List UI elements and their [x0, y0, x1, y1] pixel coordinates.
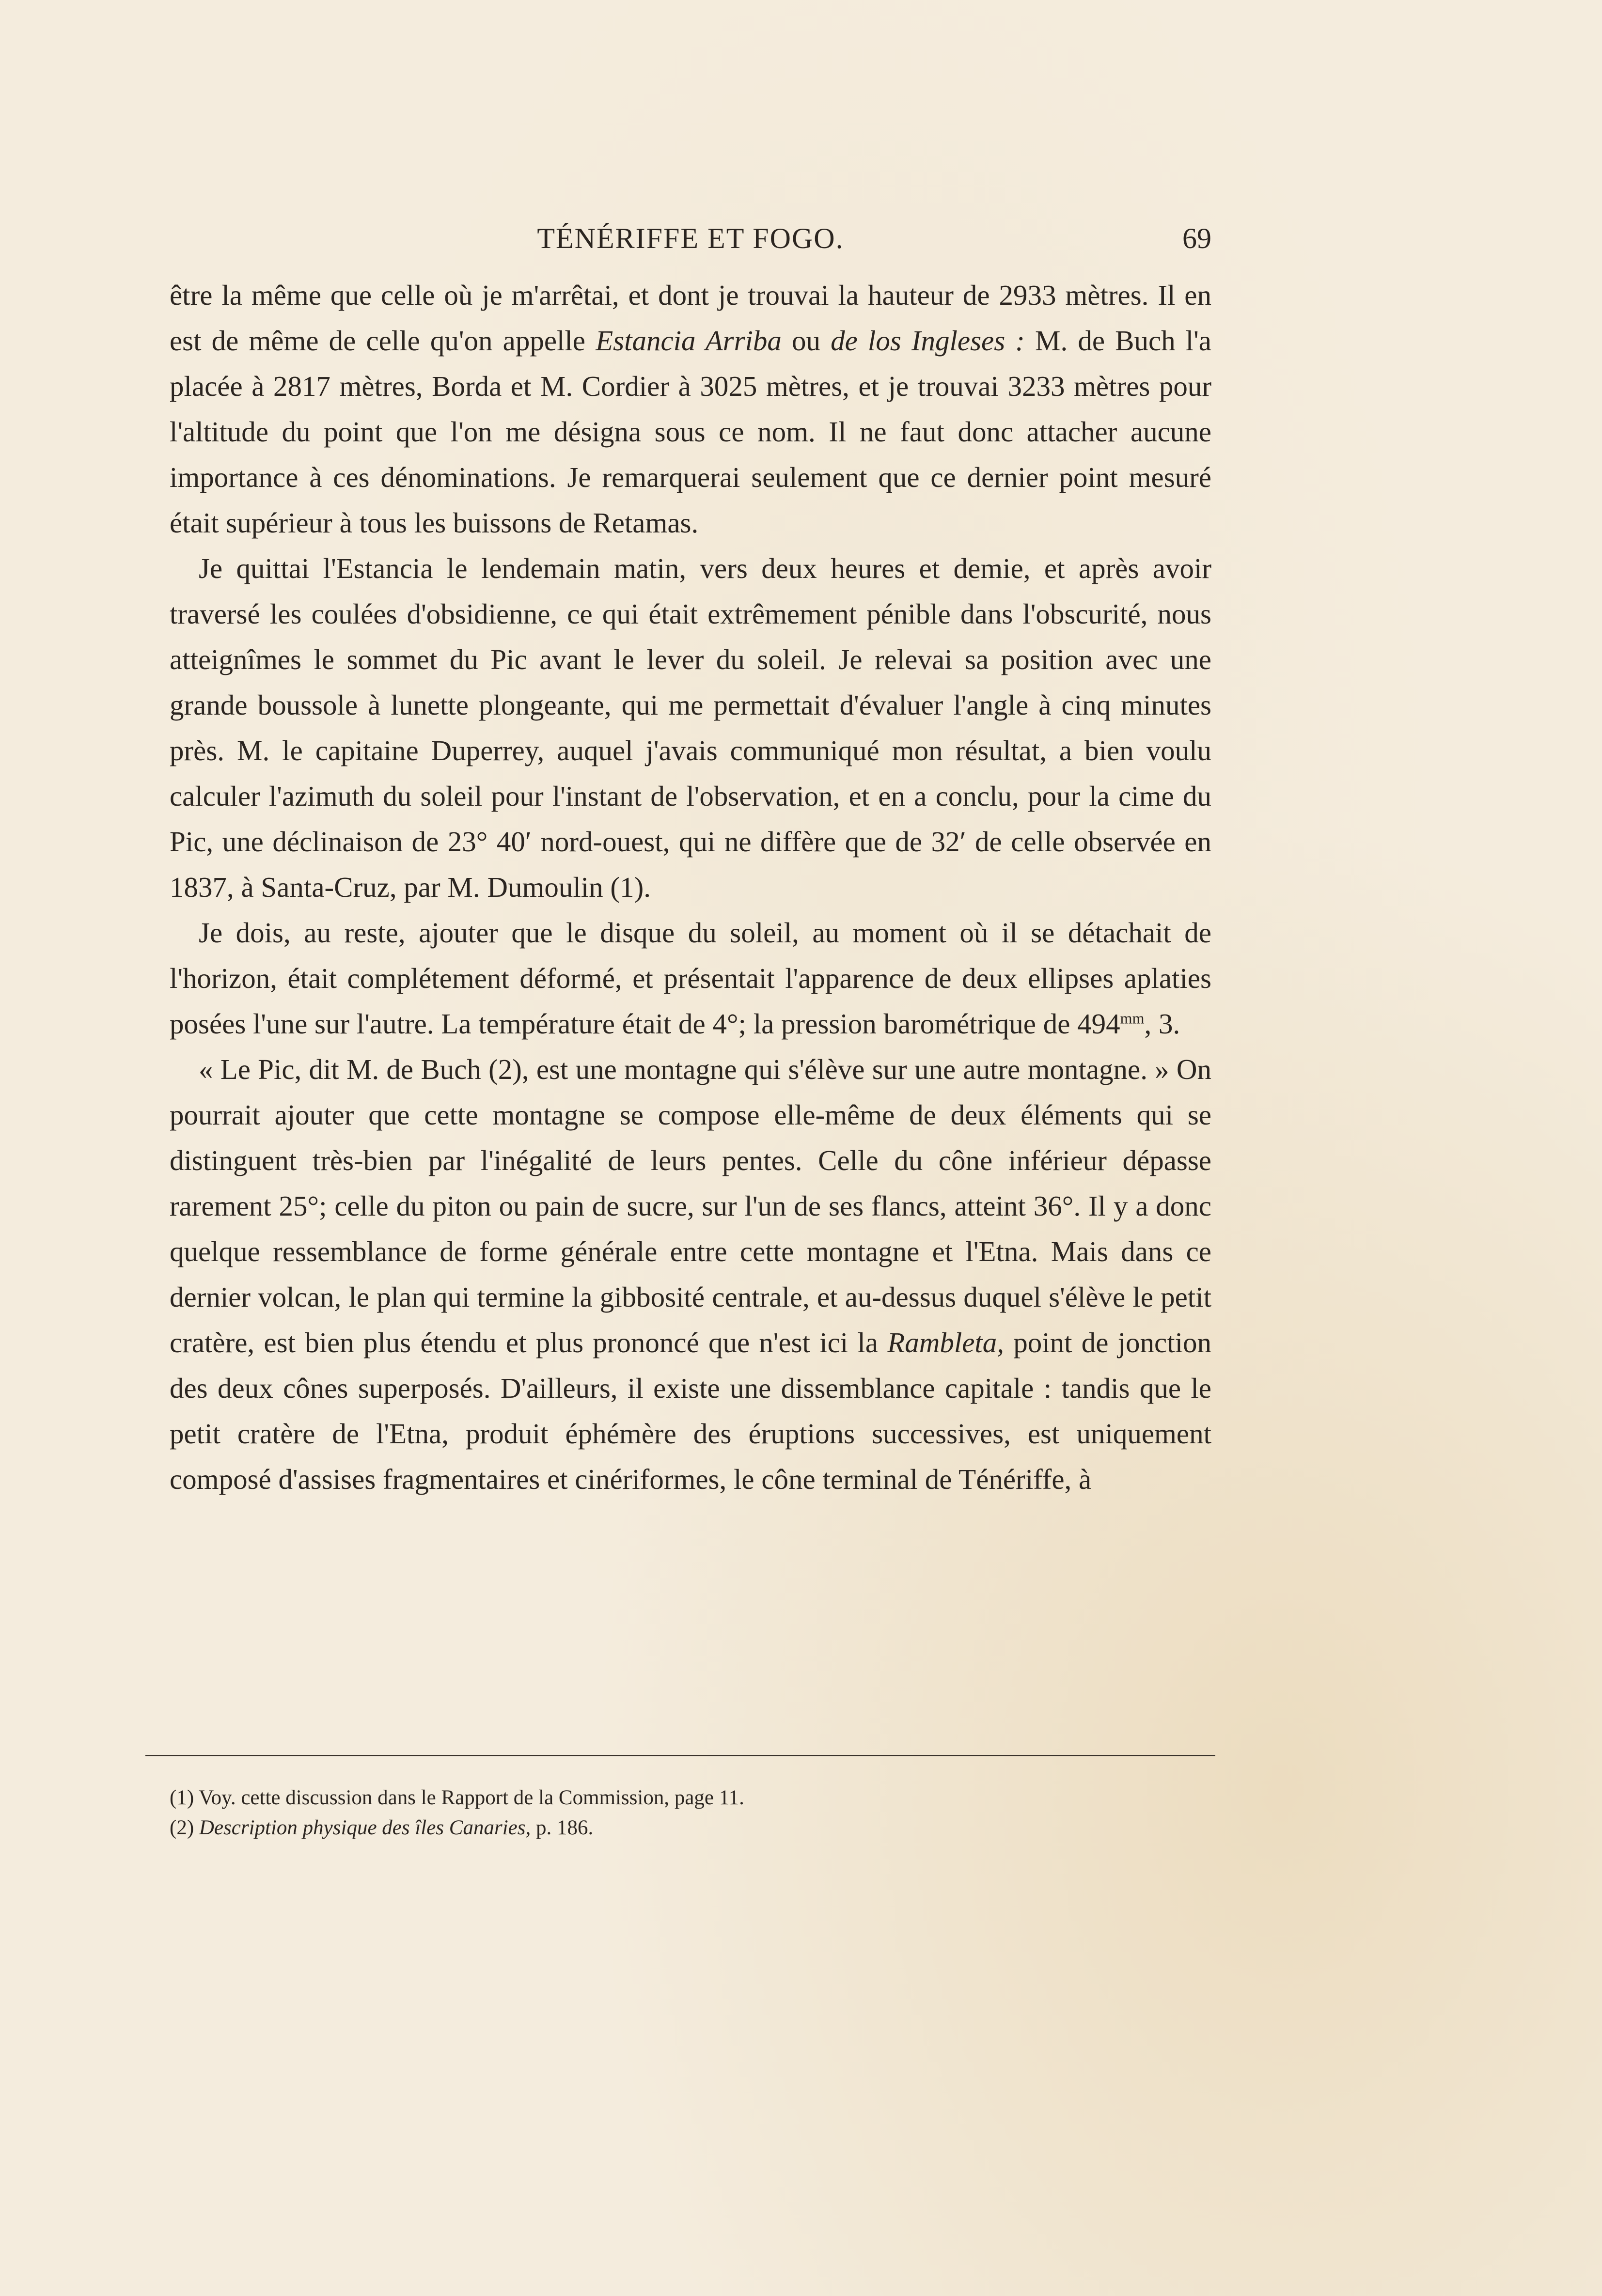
paragraph-1 — [170, 272, 1211, 546]
paragraph-1-text-b: ou — [781, 325, 831, 357]
paragraph-4-text-a: « Le Pic, dit M. de Buch (2), est une montagne qui s'élève sur une autre montagne. » On pourrait ajouter que cette montagne se compose elle-même de deux éléments qui se distinguent très-bien par l'inégalité de leurs pentes. Celle du cône inférieur dépasse rarement 25°; celle du piton ou pain de sucre, sur l'un de ses flancs, atteint 36°. Il y a donc quelque ressemblance de forme générale entre cette montagne et l'Etna. Mais dans ce dernier volcan, le plan qui termine la gibbosité centrale, et au-dessus duquel s'élève le petit cratère, est bien plus étendu et plus prononcé que n'est ici la — [170, 1053, 1211, 1359]
footnote-1: (1) Voy. cette discussion dans le Rapport de la Commission, page 11. — [170, 1786, 744, 1809]
main-text — [170, 272, 1211, 1502]
page-number: 69 — [1182, 222, 1211, 254]
paragraph-3-superscript: mm — [1120, 1009, 1145, 1027]
paragraph-3-text-b: , 3. — [1144, 1008, 1180, 1040]
paragraph-3 — [170, 910, 1211, 1046]
paragraph-4-italic-rambleta: Rambleta, — [887, 1327, 1005, 1359]
paragraph-1-text-a: être la même que celle où je m'arrêtai, et dont je trouvai la hauteur de 2933 mètres. Il en est de même de celle qu'on appelle — [170, 279, 1211, 357]
paragraph-4 — [170, 1046, 1211, 1502]
paragraph-1-italic-ingleses: de los Ingleses : — [831, 325, 1025, 357]
page-header — [170, 222, 1211, 266]
footnote-2-page: p. 186. — [531, 1816, 594, 1839]
footnote-divider — [145, 1755, 1215, 1756]
footnote-2-number: (2) — [170, 1816, 199, 1839]
footnote-2 — [170, 1813, 1211, 1843]
paragraph-1-italic-estancia: Estancia Arriba — [596, 325, 782, 357]
paragraph-4-text-b: point de jonction des deux cônes superposés. D'ailleurs, il existe une dissemblance capitale : tandis que le petit cratère de l'Etna, produit éphémère des éruptions successives, est uniquement composé d'assises fragmentaires et cinériformes, le cône terminal de Ténériffe, à — [170, 1327, 1211, 1495]
paragraph-3-text-a: Je dois, au reste, ajouter que le disque du soleil, au moment où il se détachait de l'horizon, était complétement déformé, et présentait l'apparence de deux ellipses aplaties posées l'une sur l'autre. La température était de 4°; la pression barométrique de 494 — [170, 917, 1211, 1040]
paragraph-2: Je quittai l'Estancia le lendemain matin, vers deux heures et demie, et après avoir traversé les coulées d'obsidienne, ce qui était extrêmement pénible dans l'obscurité, nous atteignîmes le sommet du Pic avant le lever du soleil. Je relevai sa position avec une grande boussole à lunette plongeante, qui me permettait d'évaluer l'angle à cinq minutes près. M. le capitaine Duperrey, auquel j'avais communiqué mon résultat, a bien voulu calculer l'azimuth du soleil pour l'instant de l'observation, et en a conclu, pour la cime du Pic, une déclinaison de 23° 40′ nord-ouest, qui ne diffère que de 32′ de celle observée en 1837, à Santa-Cruz, par M. Dumoulin (1). — [170, 552, 1211, 903]
paragraph-1-text-c: M. de Buch l'a placée à 2817 mètres, Borda et M. Cordier à 3025 mètres, et je trouvai 3233 mètres pour l'altitude du point que l'on me désigna sous ce nom. Il ne faut donc attacher aucune importance à ces dénominations. Je remarquerai seulement que ce dernier point mesuré était supérieur à tous les buissons de Retamas. — [170, 325, 1211, 539]
running-title: TÉNÉRIFFE ET FOGO. — [537, 222, 844, 254]
footnotes — [170, 1783, 1211, 1843]
footnote-2-title: Description physique des îles Canaries, — [199, 1816, 531, 1839]
